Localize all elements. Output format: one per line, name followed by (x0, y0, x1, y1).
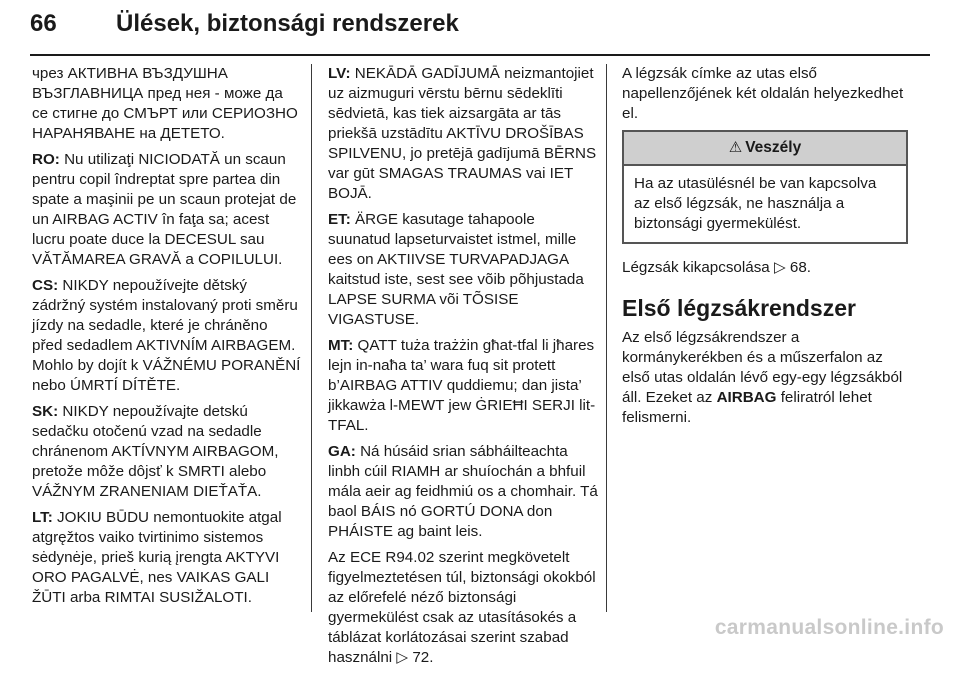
column-3 (622, 64, 908, 434)
paragraph-sk: SK: NIKDY nepoužívajte detskú sedačku otočenú vzad na sedadle chránenom AKTÍVNYM AIRBAGOM, pretože môže dôjsť k SMRTI alebo VÁŽNYM ZRANENIAM DIEŤAŤA. (32, 403, 279, 500)
column-1 (32, 64, 302, 614)
page-header (30, 4, 930, 48)
paragraph-lt: LT: JOKIU BŪDU nemontuokite atgal atgręžtos vaiko tvirtinimo sistemos sėdynėje, prieš kurią įrengta AKTYVI ORO PAGALVĖ, nes VAIKAS GALI ŽŪTI arba RIMTAI SUSIŽALOTI. (32, 509, 282, 606)
column-2 (328, 64, 598, 674)
paragraph-ece: Az ECE R94.02 szerint megkövetelt figyelmeztetésen túl, biztonsági okokból az előrefelé néző biztonsági gyermekülést csak az utasításokés a táblázat korlátozásai szerint szabad használni ▷ 72. (328, 549, 596, 666)
column-divider (311, 64, 312, 612)
danger-box (622, 130, 908, 244)
reference-arrow-icon: ▷ (773, 259, 786, 276)
header-divider (30, 54, 930, 56)
page-reference-link[interactable]: 68. (785, 259, 812, 276)
language-code: MT: (328, 337, 354, 354)
paragraph-front-airbag: Az első légzsákrendszer a kormánykerékben és a műszerfalon az első utas oldalán lévő egy-egy légzsákból áll. Ezeket az AIRBAG feliratról lehet felismerni. (622, 329, 903, 426)
paragraph-cs: CS: NIKDY nepoužívejte dětský zádržný systém instalovaný proti směru jízdy na sedadle, které je chráněno před sedadlem AKTIVNÍM AIRBAGEM. Mohlo by dojít k VÁŽNÉMU PORANĚNÍ nebo ÚMRTÍ DÍTĚTE. (32, 277, 301, 394)
danger-title: Veszély (745, 139, 802, 156)
language-code: RO: (32, 151, 60, 168)
paragraph-ro: RO: Nu utilizaţi NICIODATĂ un scaun pentru copil îndreptat spre partea din spate a maşinii pe un scaun protejat de un AIRBAG ACTIV în faţa sa; acest lucru poate duce la DECESUL sau VĂTĂMAREA GRAVĂ a COPILULUI. (32, 151, 297, 268)
language-code: CS: (32, 277, 59, 294)
warning-triangle-icon: ⚠ (728, 139, 743, 156)
page-reference-link[interactable]: 72. (408, 649, 434, 666)
paragraph-mt: MT: QATT tuża trażżin għat-tfal li jħares lejn in-naħa ta’ wara fuq sit protett b’AIRBAG ATTIV quddiemu; dan jista’ jikkawża l-MEWT jew ĠRIEĦI SERJI lit-TFAL. (328, 337, 596, 434)
language-code: LV: (328, 65, 351, 82)
danger-text: Ha az utasülésnél be van kapcsolva az első légzsák, ne használja a biztonsági gyermekülést. (634, 175, 877, 232)
paragraph-ga: GA: Ná húsáid srian sábháilteachta linbh cúil RIAMH ar shuíochán a bhfuil mála aeir ag feidhmiú os a chomhair. Tá baol BÁIS nó GORTÚ DONA don PHÁISTE ag baint leis. (328, 443, 598, 540)
language-code: LT: (32, 509, 53, 526)
column-divider (606, 64, 607, 612)
reference-arrow-icon: ▷ (396, 649, 409, 666)
page-number: 66 (30, 10, 57, 37)
section-heading: Első légzsákrendszer (622, 295, 856, 321)
airbag-label: AIRBAG (716, 389, 777, 406)
danger-header (624, 132, 906, 166)
paragraph-lv: LV: NEKĀDĀ GADĪJUMĀ neizmantojiet uz aizmuguri vērstu bērnu sēdeklīti sēdvietā, kas tiek aizsargāta ar tās priekšā uzstādītu AKTĪVU DROŠĪBAS SPILVENU, jo pretējā gadījumā BĒRNS var gūt SMAGAS TRAUMAS vai IET BOJĀ. (328, 65, 597, 202)
paragraph-label-location: A légzsák címke az utas első napellenzőjének két oldalán helyezkedhet el. (622, 65, 904, 122)
paragraph-deactivation: Légzsák kikapcsolása ▷ 68. (622, 259, 812, 276)
language-code: GA: (328, 443, 356, 460)
paragraph-et: ET: ÄRGE kasutage tahapoole suunatud lapseturvaistet istmel, mille ees on AKTIIVSE TURVAPADJAGA kaitstud iste, sest see võib põhjustada LAPSE SURMA või TÕSISE VIGASTUSE. (328, 211, 584, 328)
language-code: SK: (32, 403, 59, 420)
language-code: ET: (328, 211, 351, 228)
page-title: Ülések, biztonsági rendszerek (116, 10, 459, 37)
paragraph-bg: чрез АКТИВНА ВЪЗДУШНА ВЪЗГЛАВНИЦА пред нея - може да се стигне до СМЪРТ или СЕРИОЗНО НАРАНЯВАНЕ на ДЕТЕТО. (32, 65, 298, 142)
watermark: carmanualsonline.info (714, 616, 944, 639)
